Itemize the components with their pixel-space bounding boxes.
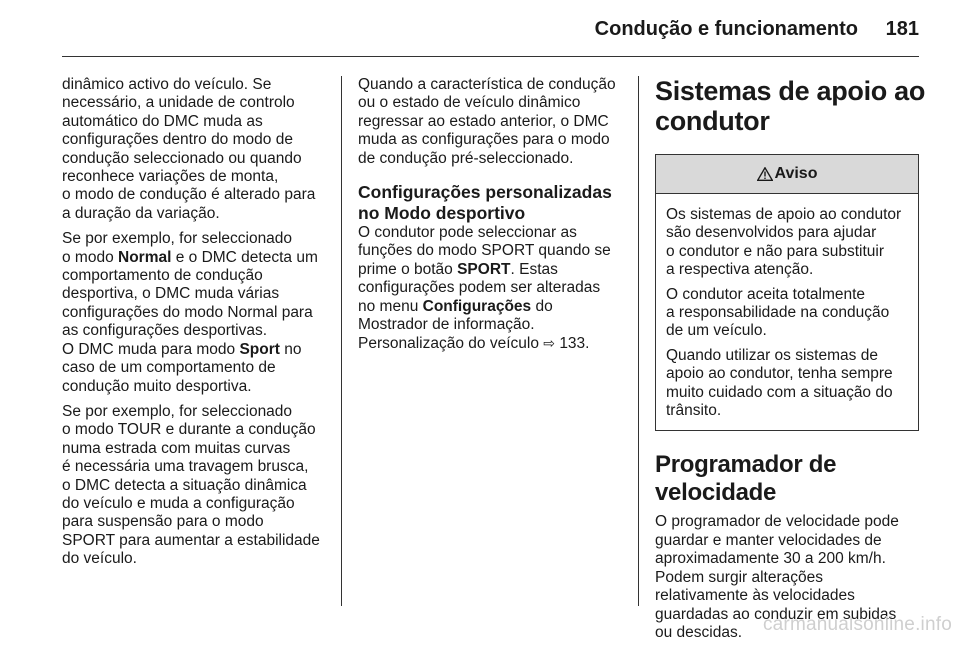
mode-name-sport: Sport	[239, 340, 280, 358]
text-line: comportamento de condução	[62, 267, 263, 285]
paragraph	[358, 76, 628, 168]
page-reference-arrow-icon: ⇨	[543, 335, 555, 352]
text-line: prime o botão SPORT. Estas	[358, 260, 558, 278]
text-line: o modo de condução é alterado para	[62, 186, 316, 204]
paragraph: O programador de velocidade pode guardar e manter velocidades de aproximadamente 30 a 200 km/h. Podem surgir alterações relativamente às velocidades guardadas ao conduzir em subidas ou descidas.	[655, 513, 899, 641]
text-line: O DMC muda para modo Sport no	[62, 340, 302, 358]
text-line: automático do DMC muda as	[62, 112, 263, 130]
text-line: é necessária uma travagem brusca,	[62, 458, 309, 476]
text-line: numa estrada com muitas curvas	[62, 439, 291, 457]
page-number: 181	[885, 18, 919, 40]
text-column-3	[655, 76, 926, 649]
text-line: o DMC detecta a situação dinâmica	[62, 476, 307, 494]
text-line: dinâmico activo do veículo. Se	[62, 76, 272, 93]
text-line: O condutor pode seleccionar as	[358, 224, 577, 242]
text-line: para suspensão para o modo	[62, 513, 264, 531]
section-heading: Programador de velocidade	[655, 451, 837, 507]
warning-title: Aviso	[774, 164, 818, 182]
paragraph	[62, 230, 338, 396]
text-line: o modo Normal e o DMC detecta um	[62, 248, 318, 266]
text-line: desportiva, o DMC muda várias	[62, 285, 280, 303]
mode-name-normal: Normal	[118, 248, 172, 266]
paragraph: Os sistemas de apoio ao condutor são desenvolvidos para ajudar o condutor e não para substituir a respectiva atenção.	[666, 206, 902, 279]
text-line: o modo TOUR e durante a condução	[62, 421, 316, 439]
text-line: SPORT para aumentar a estabilidade	[62, 531, 320, 549]
page-header	[0, 0, 960, 56]
paragraph	[62, 403, 338, 569]
text-line: no menu Configurações do	[358, 297, 553, 315]
paragraph	[358, 224, 628, 354]
warning-body	[656, 194, 918, 430]
text-line: Se por exemplo, for seleccionado	[62, 402, 293, 420]
text-line: condução seleccionado ou quando	[62, 149, 302, 167]
paragraph: O condutor aceita totalmente a responsabilidade na condução de um veículo.	[666, 285, 890, 340]
text-line: configurações do modo Normal para	[62, 303, 313, 321]
text-line: as configurações desportivas.	[62, 322, 268, 340]
text-line: reconhece variações de monta,	[62, 168, 279, 186]
paragraph	[62, 76, 338, 223]
text-line: a duração da variação.	[62, 204, 220, 222]
text-line: do veículo e muda a configuração	[62, 494, 295, 512]
text-line: funções do modo SPORT quando se	[358, 242, 611, 260]
text-line: ou o estado de veículo dinâmico	[358, 94, 581, 112]
warning-box	[655, 154, 919, 431]
paragraph: Quando utilizar os sistemas de apoio ao condutor, tenha sempre muito cuidado com a situação do trânsito.	[666, 346, 893, 420]
section-heading: Sistemas de apoio ao condutor	[655, 76, 926, 136]
column-divider	[341, 76, 342, 606]
warning-header	[656, 155, 918, 194]
text-line: caso de um comportamento de	[62, 359, 276, 377]
text-line: de condução pré-seleccionado.	[358, 149, 574, 167]
button-name-sport: SPORT	[457, 260, 511, 278]
text-column-2	[358, 76, 628, 361]
page-reference[interactable]: 133.	[559, 335, 590, 353]
text-line: Quando a característica de condução	[358, 76, 616, 93]
text-line: configurações podem ser alteradas	[358, 279, 601, 297]
text-line: do veículo.	[62, 550, 137, 568]
text-line: configurações dentro do modo de	[62, 131, 293, 149]
text-line: condução muito desportiva.	[62, 377, 252, 395]
text-line: necessário, a unidade de controlo	[62, 94, 295, 112]
header-divider	[62, 56, 919, 57]
warning-triangle-icon	[757, 167, 773, 181]
text-line: Personalização do veículo ⇨ 133.	[358, 335, 590, 353]
text-line: muda as configurações para o modo	[358, 131, 610, 149]
column-divider	[638, 76, 639, 606]
chapter-title: Condução e funcionamento	[594, 18, 858, 40]
subsection-heading: Configurações personalizadas no Modo desportivo	[358, 182, 612, 224]
text-line: Mostrador de informação.	[358, 316, 535, 334]
menu-name-settings: Configurações	[422, 297, 532, 315]
text-line: regressar ao estado anterior, o DMC	[358, 112, 609, 130]
watermark: carmanualsonline.info	[762, 614, 952, 635]
text-column-1	[62, 76, 338, 576]
text-line: Se por exemplo, for seleccionado	[62, 230, 293, 248]
